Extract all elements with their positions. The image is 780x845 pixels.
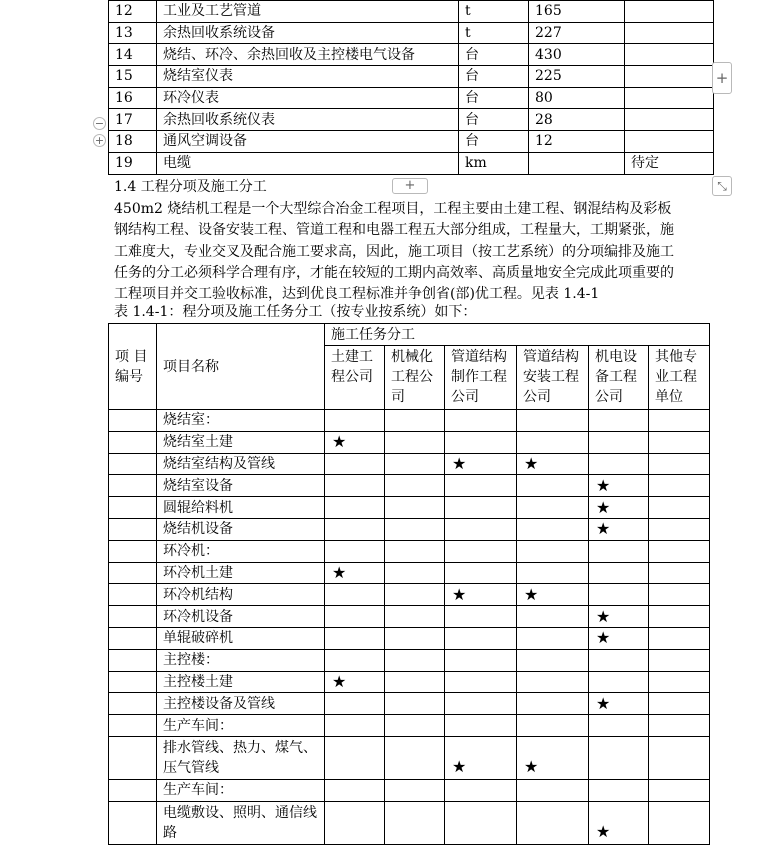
task-name-cell: 环冷机设备 — [157, 606, 325, 628]
task-row — [109, 584, 710, 606]
equipment-unit-cell: t — [459, 1, 529, 23]
star-icon: ★ — [524, 584, 539, 604]
task-row — [109, 649, 710, 671]
task-mark-cell — [385, 518, 445, 540]
task-code-cell — [109, 627, 157, 649]
task-mark-cell — [325, 627, 385, 649]
equipment-row — [109, 87, 714, 109]
equipment-name-cell: 烧结室仪表 — [157, 66, 459, 88]
header-company-3: 管道结构安装工程公司 — [517, 346, 589, 410]
section-paragraph: 450m2 烧结机工程是一个大型综合冶金工程项目，工程主要由土建工程、钢混结构及彩板钢结构工程、设备安装工程、管道工程和电器工程五大部分组成，工程量大，工期紧张，施工难度大，专业交叉及配合施工要求高，因此，施工项目（按工艺系统）的分项编排及施工任务的分工必须科学合理有序，才能在较短的工期内高效率、高质量地安全完成此项重要的工程项目并交工验收标准，达到优良工程标准并争创省(部)优工程。见表 1.4-1 — [114, 201, 674, 303]
task-name-cell: 主控楼土建 — [157, 671, 325, 693]
equipment-name-cell: 余热回收系统仪表 — [157, 109, 459, 131]
equipment-note-cell: 待定 — [625, 152, 714, 174]
resize-handle-icon[interactable]: ⤡ — [712, 176, 732, 196]
add-column-button[interactable]: + — [712, 62, 732, 94]
task-mark-cell — [649, 497, 710, 519]
equipment-qty-cell: 28 — [529, 109, 625, 131]
star-icon: ★ — [596, 693, 611, 713]
task-code-cell — [109, 584, 157, 606]
insert-row-icon[interactable]: + — [94, 134, 105, 147]
task-mark-cell — [649, 671, 710, 693]
task-mark-cell — [649, 736, 710, 779]
star-icon: ★ — [596, 606, 611, 626]
task-mark-cell — [445, 606, 517, 628]
task-mark-cell — [385, 801, 445, 844]
task-mark-cell — [589, 606, 649, 628]
task-code-cell — [109, 475, 157, 497]
task-mark-cell — [385, 431, 445, 453]
task-mark-cell — [589, 475, 649, 497]
task-mark-cell — [325, 540, 385, 562]
equipment-qty-cell — [529, 152, 625, 174]
star-icon: ★ — [452, 756, 467, 776]
header-company-4: 机电设备工程公司 — [589, 346, 649, 410]
task-row — [109, 540, 710, 562]
task-name-cell: 主控楼： — [157, 649, 325, 671]
task-mark-cell — [445, 540, 517, 562]
task-mark-cell — [649, 606, 710, 628]
equipment-unit-cell: km — [459, 152, 529, 174]
star-icon: ★ — [452, 584, 467, 604]
star-icon: ★ — [596, 628, 611, 648]
equipment-no-cell: 19 — [109, 152, 157, 174]
task-mark-cell — [649, 475, 710, 497]
task-mark-cell — [589, 540, 649, 562]
star-icon: ★ — [332, 432, 347, 452]
task-mark-cell — [445, 801, 517, 844]
task-mark-cell — [517, 779, 589, 801]
equipment-note-cell — [625, 109, 714, 131]
star-icon: ★ — [596, 497, 611, 517]
task-name-cell: 烧结室： — [157, 410, 325, 432]
equipment-no-cell: 17 — [109, 109, 157, 131]
task-mark-cell — [649, 627, 710, 649]
equipment-unit-cell: 台 — [459, 109, 529, 131]
task-name-cell: 主控楼设备及管线 — [157, 693, 325, 715]
task-name-cell: 烧结室设备 — [157, 475, 325, 497]
task-mark-cell — [589, 453, 649, 475]
equipment-qty-cell: 227 — [529, 22, 625, 44]
task-name-cell: 排水管线、热力、煤气、压气管线 — [157, 736, 325, 779]
task-mark-cell — [589, 431, 649, 453]
task-mark-cell — [589, 801, 649, 844]
table-caption: 表 1.4-1：程分项及施工任务分工（按专业按系统）如下： — [114, 304, 477, 320]
task-row — [109, 693, 710, 715]
task-name-cell: 生产车间： — [157, 715, 325, 737]
task-name-cell: 生产车间： — [157, 779, 325, 801]
equipment-no-cell: 13 — [109, 22, 157, 44]
task-table-body — [109, 324, 710, 845]
task-mark-cell — [649, 649, 710, 671]
header-company-1: 机械化工程公司 — [385, 346, 445, 410]
task-name-cell: 环冷机： — [157, 540, 325, 562]
task-mark-cell — [445, 518, 517, 540]
task-mark-cell — [385, 584, 445, 606]
task-mark-cell — [385, 627, 445, 649]
task-mark-cell — [517, 606, 589, 628]
star-icon: ★ — [524, 453, 539, 473]
task-row — [109, 606, 710, 628]
section-heading: 1.4 工程分项及施工分工 — [114, 179, 267, 195]
equipment-name-cell: 烧结、环冷、余热回收及主控楼电气设备 — [157, 44, 459, 66]
task-mark-cell — [385, 453, 445, 475]
task-mark-cell — [325, 475, 385, 497]
task-mark-cell — [445, 584, 517, 606]
equipment-qty-cell: 12 — [529, 131, 625, 153]
task-row — [109, 431, 710, 453]
star-icon: ★ — [596, 519, 611, 539]
equipment-unit-cell: 台 — [459, 44, 529, 66]
equipment-note-cell — [625, 1, 714, 23]
task-mark-cell — [445, 410, 517, 432]
task-mark-cell — [517, 453, 589, 475]
task-mark-cell — [517, 649, 589, 671]
equipment-row — [109, 1, 714, 23]
task-mark-cell — [649, 453, 710, 475]
task-name-cell: 环冷机结构 — [157, 584, 325, 606]
task-mark-cell — [517, 671, 589, 693]
task-mark-cell — [589, 562, 649, 584]
task-code-cell — [109, 693, 157, 715]
task-code-cell — [109, 671, 157, 693]
task-mark-cell — [589, 518, 649, 540]
task-name-cell: 烧结室土建 — [157, 431, 325, 453]
task-mark-cell — [517, 715, 589, 737]
header-project-code: 项 目编号 — [109, 324, 157, 410]
header-company-2: 管道结构制作工程公司 — [445, 346, 517, 410]
header-company-5: 其他专业工程单位 — [649, 346, 710, 410]
task-mark-cell — [445, 627, 517, 649]
task-mark-cell — [589, 779, 649, 801]
equipment-qty-cell: 165 — [529, 1, 625, 23]
task-name-cell: 单辊破碎机 — [157, 627, 325, 649]
task-name-cell: 环冷机土建 — [157, 562, 325, 584]
task-mark-cell — [445, 693, 517, 715]
star-icon: ★ — [452, 453, 467, 473]
task-mark-cell — [445, 671, 517, 693]
equipment-row — [109, 44, 714, 66]
equipment-qty-cell: 80 — [529, 87, 625, 109]
task-mark-cell — [385, 779, 445, 801]
task-mark-cell — [445, 562, 517, 584]
task-mark-cell — [649, 540, 710, 562]
task-mark-cell — [589, 497, 649, 519]
header-task-division: 施工任务分工 — [325, 324, 710, 346]
equipment-name-cell: 环冷仪表 — [157, 87, 459, 109]
task-mark-cell — [385, 715, 445, 737]
task-mark-cell — [445, 497, 517, 519]
task-mark-cell — [325, 801, 385, 844]
task-mark-cell — [385, 649, 445, 671]
task-row — [109, 453, 710, 475]
task-code-cell — [109, 497, 157, 519]
task-mark-cell — [385, 497, 445, 519]
task-mark-cell — [325, 497, 385, 519]
task-mark-cell — [589, 715, 649, 737]
task-mark-cell — [325, 584, 385, 606]
task-code-cell — [109, 606, 157, 628]
task-code-cell — [109, 801, 157, 844]
header-company-0: 土建工程公司 — [325, 346, 385, 410]
task-code-cell — [109, 540, 157, 562]
equipment-note-cell — [625, 131, 714, 153]
header-project-name: 项目名称 — [157, 324, 325, 410]
task-mark-cell — [649, 562, 710, 584]
task-mark-cell — [517, 801, 589, 844]
task-row — [109, 475, 710, 497]
equipment-quantity-table — [108, 0, 714, 175]
task-name-cell: 圆辊给料机 — [157, 497, 325, 519]
task-mark-cell — [649, 518, 710, 540]
equipment-name-cell: 余热回收系统设备 — [157, 22, 459, 44]
task-code-cell — [109, 715, 157, 737]
task-mark-cell — [517, 693, 589, 715]
task-mark-cell — [517, 627, 589, 649]
task-row — [109, 410, 710, 432]
task-mark-cell — [445, 779, 517, 801]
task-row — [109, 497, 710, 519]
task-name-cell: 烧结机设备 — [157, 518, 325, 540]
equipment-note-cell — [625, 22, 714, 44]
task-code-cell — [109, 779, 157, 801]
task-mark-cell — [517, 518, 589, 540]
task-mark-cell — [589, 649, 649, 671]
equipment-table-body — [109, 1, 714, 175]
task-code-cell — [109, 562, 157, 584]
equipment-unit-cell: 台 — [459, 131, 529, 153]
task-mark-cell — [445, 715, 517, 737]
equipment-no-cell: 15 — [109, 66, 157, 88]
task-mark-cell — [385, 606, 445, 628]
task-mark-cell — [517, 584, 589, 606]
task-mark-cell — [325, 431, 385, 453]
equipment-name-cell: 通风空调设备 — [157, 131, 459, 153]
task-mark-cell — [445, 475, 517, 497]
equipment-name-cell: 电缆 — [157, 152, 459, 174]
task-mark-cell — [517, 736, 589, 779]
star-icon: ★ — [596, 821, 611, 841]
equipment-note-cell — [625, 44, 714, 66]
task-mark-cell — [325, 649, 385, 671]
star-icon: ★ — [524, 756, 539, 776]
task-mark-cell — [325, 736, 385, 779]
task-mark-cell — [325, 715, 385, 737]
task-mark-cell — [649, 779, 710, 801]
task-mark-cell — [517, 475, 589, 497]
task-mark-cell — [325, 410, 385, 432]
task-mark-cell — [385, 540, 445, 562]
star-icon: ★ — [332, 562, 347, 582]
task-code-cell — [109, 431, 157, 453]
equipment-no-cell: 14 — [109, 44, 157, 66]
task-mark-cell — [325, 671, 385, 693]
task-mark-cell — [325, 518, 385, 540]
task-mark-cell — [517, 410, 589, 432]
task-row — [109, 671, 710, 693]
task-row — [109, 736, 710, 779]
task-code-cell — [109, 410, 157, 432]
task-code-cell — [109, 453, 157, 475]
equipment-row — [109, 152, 714, 174]
task-row — [109, 562, 710, 584]
task-mark-cell — [385, 671, 445, 693]
equipment-qty-cell: 225 — [529, 66, 625, 88]
task-division-table — [108, 323, 710, 845]
task-mark-cell — [517, 562, 589, 584]
task-mark-cell — [325, 562, 385, 584]
equipment-unit-cell: 台 — [459, 66, 529, 88]
task-mark-cell — [325, 606, 385, 628]
task-mark-cell — [589, 671, 649, 693]
task-code-cell — [109, 736, 157, 779]
task-mark-cell — [385, 693, 445, 715]
task-mark-cell — [589, 693, 649, 715]
task-row — [109, 518, 710, 540]
task-mark-cell — [445, 431, 517, 453]
equipment-no-cell: 18 — [109, 131, 157, 153]
task-code-cell — [109, 518, 157, 540]
task-mark-cell — [385, 562, 445, 584]
equipment-row — [109, 66, 714, 88]
task-mark-cell — [445, 453, 517, 475]
task-mark-cell — [385, 736, 445, 779]
task-mark-cell — [517, 540, 589, 562]
task-mark-cell — [385, 475, 445, 497]
task-mark-cell — [325, 779, 385, 801]
equipment-qty-cell: 430 — [529, 44, 625, 66]
task-mark-cell — [649, 584, 710, 606]
equipment-unit-cell: t — [459, 22, 529, 44]
task-mark-cell — [649, 431, 710, 453]
task-row — [109, 715, 710, 737]
task-mark-cell — [325, 453, 385, 475]
equipment-unit-cell: 台 — [459, 87, 529, 109]
task-name-cell: 电缆敷设、照明、通信线路 — [157, 801, 325, 844]
task-mark-cell — [445, 736, 517, 779]
task-mark-cell — [649, 715, 710, 737]
task-mark-cell — [649, 410, 710, 432]
star-icon: ★ — [332, 671, 347, 691]
equipment-note-cell — [625, 87, 714, 109]
equipment-no-cell: 12 — [109, 1, 157, 23]
task-mark-cell — [589, 584, 649, 606]
task-row — [109, 627, 710, 649]
task-mark-cell — [589, 736, 649, 779]
equipment-note-cell — [625, 66, 714, 88]
equipment-no-cell: 16 — [109, 87, 157, 109]
task-row — [109, 801, 710, 844]
task-mark-cell — [325, 693, 385, 715]
task-mark-cell — [649, 801, 710, 844]
equipment-row — [109, 22, 714, 44]
task-mark-cell — [589, 410, 649, 432]
remove-row-icon[interactable]: − — [94, 117, 105, 130]
equipment-row — [109, 109, 714, 131]
task-mark-cell — [649, 693, 710, 715]
add-row-button[interactable]: + — [392, 178, 428, 194]
task-name-cell: 烧结室结构及管线 — [157, 453, 325, 475]
task-mark-cell — [385, 410, 445, 432]
task-mark-cell — [445, 649, 517, 671]
task-row — [109, 779, 710, 801]
task-mark-cell — [517, 497, 589, 519]
equipment-name-cell: 工业及工艺管道 — [157, 1, 459, 23]
star-icon: ★ — [596, 475, 611, 495]
task-mark-cell — [589, 627, 649, 649]
task-mark-cell — [517, 431, 589, 453]
task-code-cell — [109, 649, 157, 671]
equipment-row — [109, 131, 714, 153]
